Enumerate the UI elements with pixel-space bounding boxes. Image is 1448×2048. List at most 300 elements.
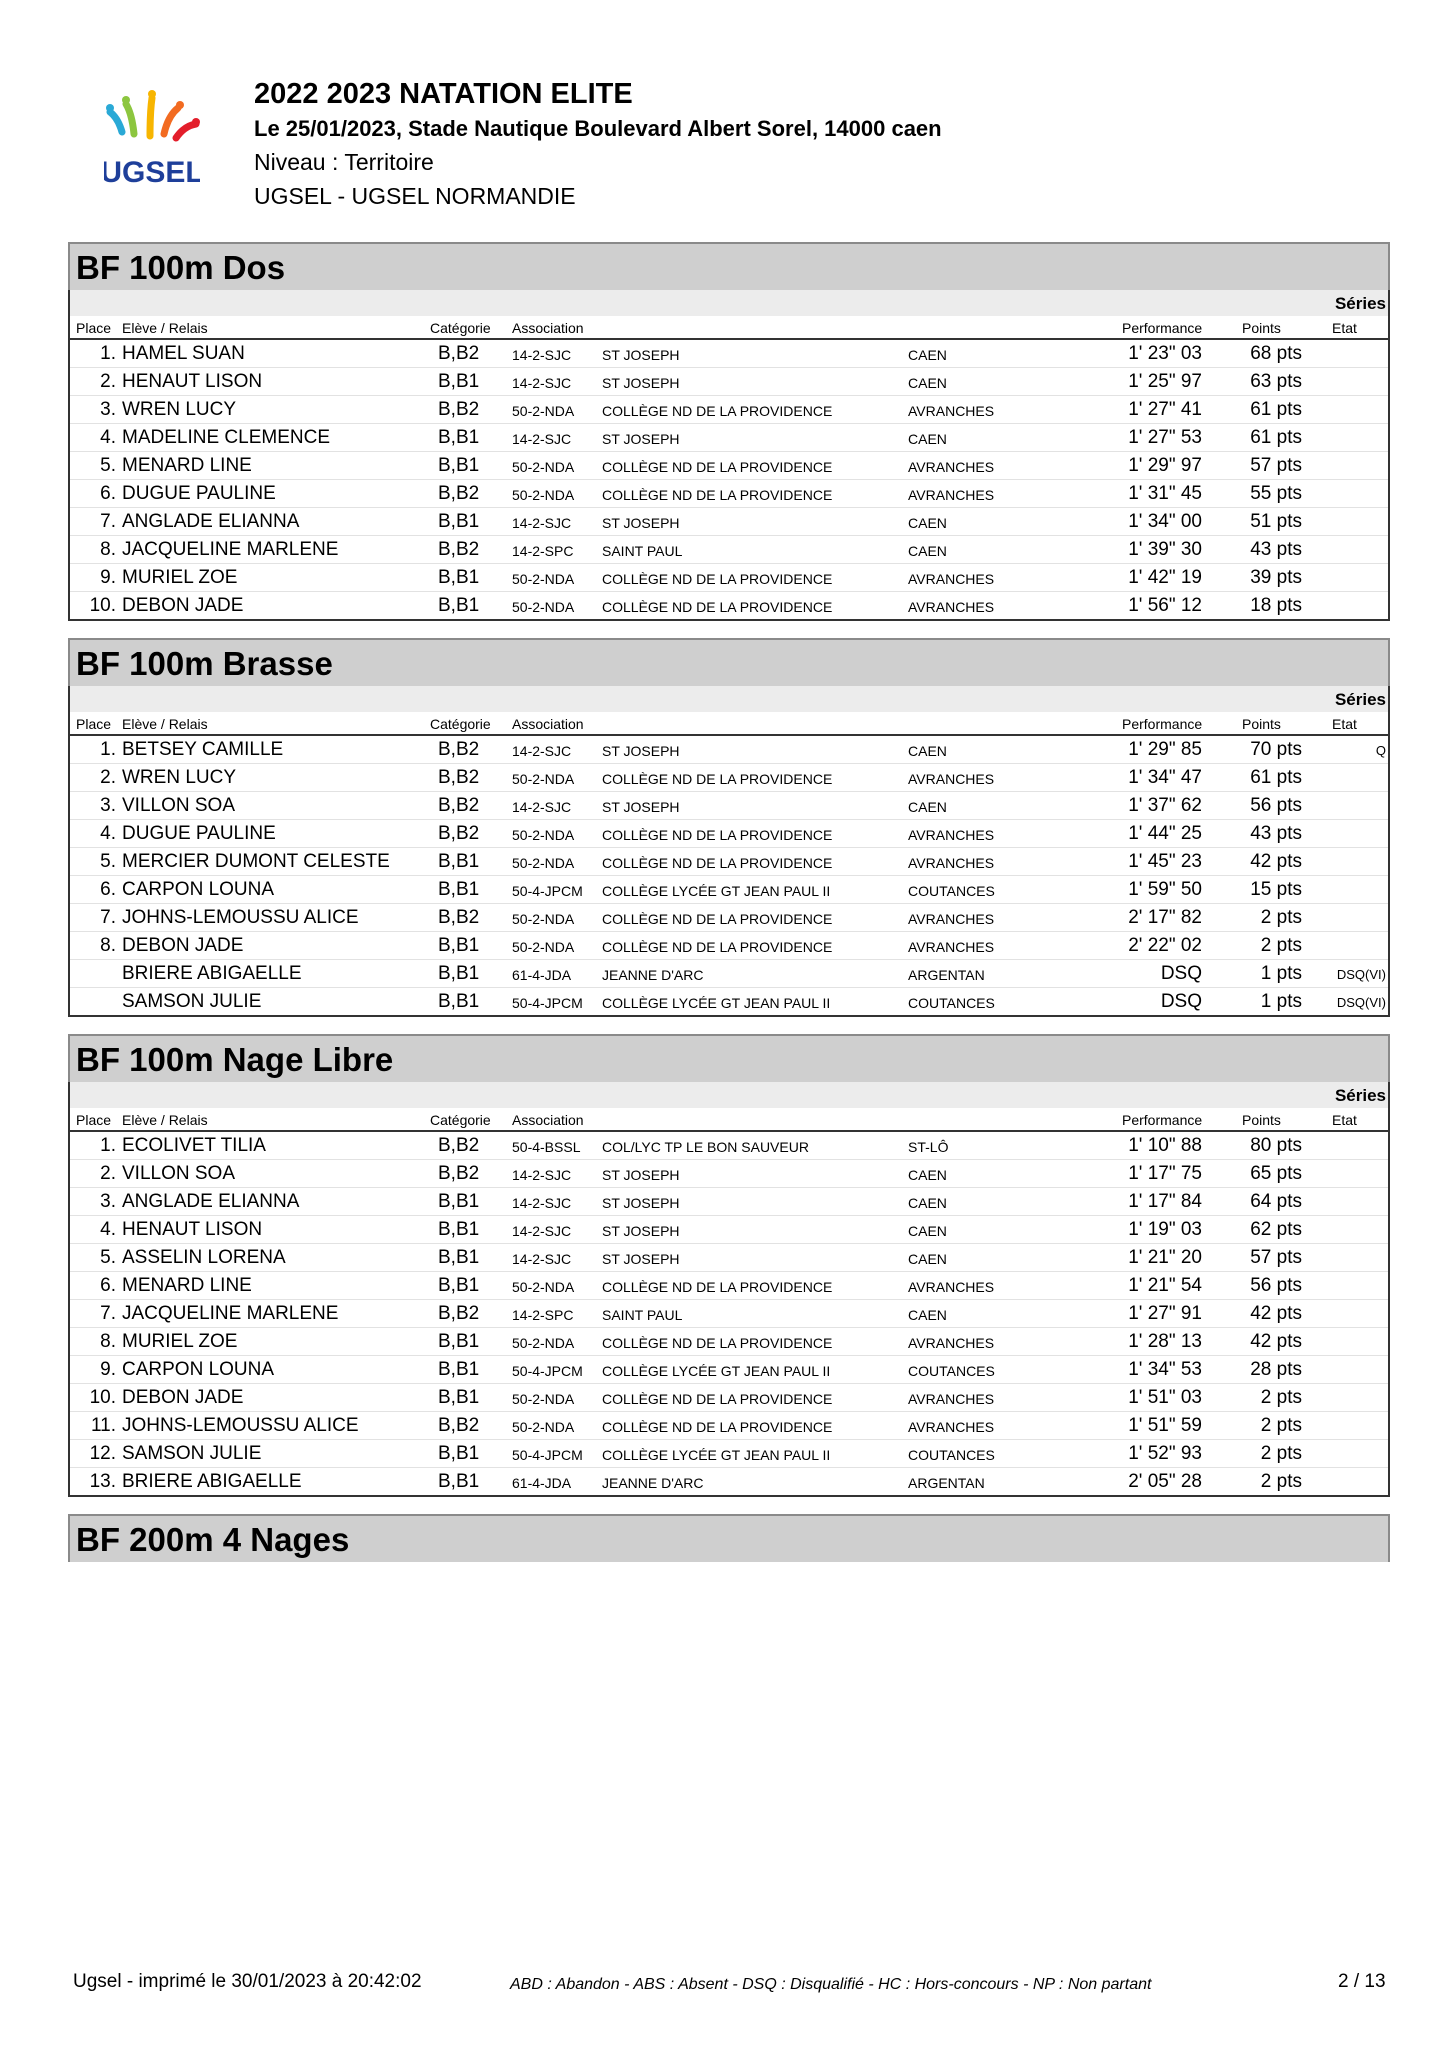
name-cell: JOHNS-LEMOUSSU ALICE xyxy=(122,907,359,928)
event-details: Le 25/01/2023, Stade Nautique Boulevard Albert Sorel, 14000 caen xyxy=(254,116,942,141)
association-code-cell: 14-2-SJC xyxy=(512,375,572,391)
school-cell: COLLÈGE ND DE LA PROVIDENCE xyxy=(602,1279,833,1295)
name-cell: DEBON JADE xyxy=(122,935,244,956)
city-cell: AVRANCHES xyxy=(908,911,995,927)
col-performance: Performance xyxy=(1122,1112,1203,1128)
performance-cell: 2' 17" 82 xyxy=(1128,907,1202,928)
col-performance: Performance xyxy=(1122,716,1203,732)
section-title: BF 200m 4 Nages xyxy=(68,1514,1390,1562)
name-cell: DUGUE PAULINE xyxy=(122,483,276,504)
col-place: Place xyxy=(76,1112,112,1128)
points-cell: 80 pts xyxy=(1250,1135,1302,1156)
col-association: Association xyxy=(512,716,584,732)
name-cell: VILLON SOA xyxy=(122,1163,235,1184)
performance-cell: DSQ xyxy=(1160,963,1202,984)
place-cell: 8. xyxy=(100,1331,116,1352)
category-cell: B,B1 xyxy=(438,1443,480,1464)
association-code-cell: 50-4-JPCM xyxy=(512,1363,583,1379)
name-cell: ASSELIN LORENA xyxy=(122,1247,286,1268)
category-cell: B,B1 xyxy=(438,935,480,956)
performance-cell: 1' 52" 93 xyxy=(1128,1443,1202,1464)
table-row xyxy=(70,904,1388,932)
association-code-cell: 50-2-NDA xyxy=(512,1335,575,1351)
city-cell: CAEN xyxy=(908,1307,947,1323)
points-cell: 57 pts xyxy=(1250,455,1302,476)
city-cell: CAEN xyxy=(908,799,947,815)
col-place: Place xyxy=(76,716,112,732)
category-cell: B,B1 xyxy=(438,1359,480,1380)
col-points: Points xyxy=(1242,320,1281,336)
place-cell: 5. xyxy=(100,1247,116,1268)
performance-cell: 1' 56" 12 xyxy=(1128,595,1202,616)
table-row xyxy=(70,452,1388,480)
col-eleve: Elève / Relais xyxy=(122,716,208,732)
place-cell: 8. xyxy=(100,935,116,956)
association-code-cell: 14-2-SPC xyxy=(512,1307,574,1323)
category-cell: B,B1 xyxy=(438,851,480,872)
performance-cell: 1' 23" 03 xyxy=(1128,343,1202,364)
city-cell: CAEN xyxy=(908,347,947,363)
category-cell: B,B2 xyxy=(438,1135,480,1156)
table-row xyxy=(70,1188,1388,1216)
performance-cell: 1' 29" 85 xyxy=(1128,739,1202,760)
points-cell: 70 pts xyxy=(1250,739,1302,760)
col-association: Association xyxy=(512,1112,584,1128)
category-cell: B,B2 xyxy=(438,539,480,560)
table-row xyxy=(70,564,1388,592)
school-cell: COLLÈGE LYCÉE GT JEAN PAUL II xyxy=(602,995,831,1011)
association-code-cell: 50-4-BSSL xyxy=(512,1139,581,1155)
city-cell: AVRANCHES xyxy=(908,571,995,587)
name-cell: MERCIER DUMONT CELESTE xyxy=(122,851,390,872)
category-cell: B,B1 xyxy=(438,371,480,392)
table-row xyxy=(70,480,1388,508)
performance-cell: 1' 27" 91 xyxy=(1128,1303,1202,1324)
category-cell: B,B2 xyxy=(438,343,480,364)
etat-cell: DSQ(VI) xyxy=(1336,967,1386,982)
points-cell: 28 pts xyxy=(1250,1359,1302,1380)
col-eleve: Elève / Relais xyxy=(122,320,208,336)
name-cell: MENARD LINE xyxy=(122,455,252,476)
school-cell: ST JOSEPH xyxy=(602,347,680,363)
category-cell: B,B1 xyxy=(438,595,480,616)
place-cell: 2. xyxy=(100,767,116,788)
city-cell: ARGENTAN xyxy=(908,967,985,983)
name-cell: BRIERE ABIGAELLE xyxy=(122,963,302,984)
section-bf-100m-nage-libre xyxy=(68,1034,1390,1497)
association-code-cell: 14-2-SJC xyxy=(512,1195,572,1211)
series-label: Séries xyxy=(70,1082,1388,1108)
points-cell: 68 pts xyxy=(1250,343,1302,364)
school-cell: JEANNE D'ARC xyxy=(602,967,704,983)
association-code-cell: 50-4-JPCM xyxy=(512,883,583,899)
place-cell: 2. xyxy=(100,1163,116,1184)
points-cell: 61 pts xyxy=(1250,767,1302,788)
points-cell: 15 pts xyxy=(1250,879,1302,900)
school-cell: JEANNE D'ARC xyxy=(602,1475,704,1491)
col-performance: Performance xyxy=(1122,320,1203,336)
place-cell: 7. xyxy=(100,1303,116,1324)
col-categorie: Catégorie xyxy=(430,716,491,732)
name-cell: ANGLADE ELIANNA xyxy=(122,1191,300,1212)
association-code-cell: 50-2-NDA xyxy=(512,855,575,871)
table-row xyxy=(70,1384,1388,1412)
performance-cell: 2' 05" 28 xyxy=(1128,1471,1202,1492)
place-cell: 7. xyxy=(100,511,116,532)
place-cell: 6. xyxy=(100,1275,116,1296)
place-cell: 8. xyxy=(100,539,116,560)
points-cell: 63 pts xyxy=(1250,371,1302,392)
name-cell: WREN LUCY xyxy=(122,399,237,420)
points-cell: 42 pts xyxy=(1250,851,1302,872)
school-cell: COLLÈGE ND DE LA PROVIDENCE xyxy=(602,403,833,419)
points-cell: 64 pts xyxy=(1250,1191,1302,1212)
table-row xyxy=(70,1328,1388,1356)
school-cell: ST JOSEPH xyxy=(602,375,680,391)
table-row xyxy=(70,340,1388,368)
performance-cell: 1' 39" 30 xyxy=(1128,539,1202,560)
performance-cell: 1' 59" 50 xyxy=(1128,879,1202,900)
city-cell: AVRANCHES xyxy=(908,827,995,843)
association-code-cell: 14-2-SJC xyxy=(512,1167,572,1183)
name-cell: MURIEL ZOE xyxy=(122,1331,238,1352)
points-cell: 39 pts xyxy=(1250,567,1302,588)
table-row xyxy=(70,1412,1388,1440)
name-cell: HENAUT LISON xyxy=(122,1219,263,1240)
name-cell: MADELINE CLEMENCE xyxy=(122,427,330,448)
city-cell: AVRANCHES xyxy=(908,403,995,419)
category-cell: B,B2 xyxy=(438,1415,480,1436)
school-cell: COLLÈGE LYCÉE GT JEAN PAUL II xyxy=(602,1447,831,1463)
place-cell: 13. xyxy=(89,1471,116,1492)
points-cell: 2 pts xyxy=(1260,1471,1302,1492)
association-code-cell: 14-2-SJC xyxy=(512,1251,572,1267)
etat-cell: Q xyxy=(1375,743,1386,758)
place-cell: 3. xyxy=(100,795,116,816)
city-cell: CAEN xyxy=(908,543,947,559)
points-cell: 2 pts xyxy=(1260,935,1302,956)
city-cell: CAEN xyxy=(908,431,947,447)
column-headers xyxy=(70,316,1388,340)
association-code-cell: 50-2-NDA xyxy=(512,1419,575,1435)
category-cell: B,B1 xyxy=(438,427,480,448)
place-cell: 1. xyxy=(100,1135,116,1156)
name-cell: HENAUT LISON xyxy=(122,371,263,392)
name-cell: MURIEL ZOE xyxy=(122,567,238,588)
col-etat: Etat xyxy=(1332,716,1357,732)
city-cell: AVRANCHES xyxy=(908,487,995,503)
points-cell: 61 pts xyxy=(1250,399,1302,420)
table-row xyxy=(70,960,1388,988)
city-cell: ST-LÔ xyxy=(908,1139,949,1155)
name-cell: VILLON SOA xyxy=(122,795,235,816)
section-bf-200m-4-nages xyxy=(68,1514,1390,1562)
etat-cell: DSQ(VI) xyxy=(1336,995,1386,1010)
school-cell: SAINT PAUL xyxy=(602,1307,683,1323)
series-label: Séries xyxy=(70,290,1388,316)
category-cell: B,B2 xyxy=(438,1303,480,1324)
performance-cell: 1' 10" 88 xyxy=(1128,1135,1202,1156)
points-cell: 56 pts xyxy=(1250,795,1302,816)
performance-cell: 1' 27" 53 xyxy=(1128,427,1202,448)
name-cell: CARPON LOUNA xyxy=(122,1359,275,1380)
performance-cell: 1' 45" 23 xyxy=(1128,851,1202,872)
place-cell: 5. xyxy=(100,851,116,872)
category-cell: B,B1 xyxy=(438,1387,480,1408)
category-cell: B,B2 xyxy=(438,739,480,760)
column-headers xyxy=(70,1108,1388,1132)
school-cell: COLLÈGE LYCÉE GT JEAN PAUL II xyxy=(602,883,831,899)
performance-cell: 1' 51" 59 xyxy=(1128,1415,1202,1436)
points-cell: 55 pts xyxy=(1250,483,1302,504)
performance-cell: 1' 51" 03 xyxy=(1128,1387,1202,1408)
city-cell: COUTANCES xyxy=(908,1363,995,1379)
table-row xyxy=(70,764,1388,792)
name-cell: DEBON JADE xyxy=(122,1387,244,1408)
table-row xyxy=(70,592,1388,619)
city-cell: AVRANCHES xyxy=(908,1419,995,1435)
col-points: Points xyxy=(1242,716,1281,732)
name-cell: CARPON LOUNA xyxy=(122,879,275,900)
performance-cell: 1' 21" 54 xyxy=(1128,1275,1202,1296)
school-cell: COLLÈGE ND DE LA PROVIDENCE xyxy=(602,599,833,615)
association-code-cell: 14-2-SPC xyxy=(512,543,574,559)
points-cell: 1 pts xyxy=(1260,991,1302,1012)
city-cell: AVRANCHES xyxy=(908,855,995,871)
association-code-cell: 61-4-JDA xyxy=(512,1475,572,1491)
points-cell: 2 pts xyxy=(1260,1443,1302,1464)
place-cell: 4. xyxy=(100,1219,116,1240)
city-cell: AVRANCHES xyxy=(908,771,995,787)
performance-cell: 1' 28" 13 xyxy=(1128,1331,1202,1352)
table-row xyxy=(70,1160,1388,1188)
city-cell: AVRANCHES xyxy=(908,459,995,475)
school-cell: COLLÈGE ND DE LA PROVIDENCE xyxy=(602,1335,833,1351)
section-bf-100m-brasse xyxy=(68,638,1390,1017)
school-cell: COL/LYC TP LE BON SAUVEUR xyxy=(602,1139,809,1155)
name-cell: DEBON JADE xyxy=(122,595,244,616)
place-cell: 3. xyxy=(100,1191,116,1212)
section-bf-100m-dos xyxy=(68,242,1390,621)
place-cell: 6. xyxy=(100,879,116,900)
city-cell: AVRANCHES xyxy=(908,1391,995,1407)
page-number: 2 / 13 xyxy=(1338,1971,1386,1992)
table-row xyxy=(70,424,1388,452)
section-title: BF 100m Nage Libre xyxy=(68,1034,1390,1082)
performance-cell: 1' 37" 62 xyxy=(1128,795,1202,816)
name-cell: ECOLIVET TILIA xyxy=(122,1135,266,1156)
table-row xyxy=(70,368,1388,396)
category-cell: B,B1 xyxy=(438,1331,480,1352)
association-code-cell: 50-2-NDA xyxy=(512,827,575,843)
performance-cell: 1' 17" 84 xyxy=(1128,1191,1202,1212)
page-title: 2022 2023 NATATION ELITE xyxy=(254,78,633,110)
school-cell: COLLÈGE LYCÉE GT JEAN PAUL II xyxy=(602,1363,831,1379)
table-row xyxy=(70,1468,1388,1495)
category-cell: B,B1 xyxy=(438,1191,480,1212)
points-cell: 42 pts xyxy=(1250,1303,1302,1324)
points-cell: 43 pts xyxy=(1250,539,1302,560)
table-row xyxy=(70,1356,1388,1384)
place-cell: 1. xyxy=(100,739,116,760)
points-cell: 2 pts xyxy=(1260,1387,1302,1408)
performance-cell: 1' 19" 03 xyxy=(1128,1219,1202,1240)
city-cell: CAEN xyxy=(908,1223,947,1239)
category-cell: B,B1 xyxy=(438,879,480,900)
place-cell: 1. xyxy=(100,343,116,364)
name-cell: JACQUELINE MARLENE xyxy=(122,1303,339,1324)
col-points: Points xyxy=(1242,1112,1281,1128)
table-row xyxy=(70,1300,1388,1328)
name-cell: BETSEY CAMILLE xyxy=(122,739,284,760)
association-code-cell: 50-2-NDA xyxy=(512,403,575,419)
performance-cell: 1' 21" 20 xyxy=(1128,1247,1202,1268)
performance-cell: 1' 31" 45 xyxy=(1128,483,1202,504)
association-code-cell: 50-2-NDA xyxy=(512,771,575,787)
name-cell: BRIERE ABIGAELLE xyxy=(122,1471,302,1492)
col-etat: Etat xyxy=(1332,1112,1357,1128)
points-cell: 43 pts xyxy=(1250,823,1302,844)
category-cell: B,B2 xyxy=(438,823,480,844)
rows xyxy=(70,736,1388,1015)
name-cell: MENARD LINE xyxy=(122,1275,252,1296)
association-code-cell: 50-2-NDA xyxy=(512,599,575,615)
association-code-cell: 14-2-SJC xyxy=(512,1223,572,1239)
performance-cell: 1' 27" 41 xyxy=(1128,399,1202,420)
association-code-cell: 50-4-JPCM xyxy=(512,995,583,1011)
city-cell: CAEN xyxy=(908,1195,947,1211)
performance-cell: 1' 34" 47 xyxy=(1128,767,1202,788)
school-cell: ST JOSEPH xyxy=(602,799,680,815)
category-cell: B,B1 xyxy=(438,991,480,1012)
points-cell: 2 pts xyxy=(1260,907,1302,928)
city-cell: AVRANCHES xyxy=(908,1335,995,1351)
legend: ABD : Abandon - ABS : Absent - DSQ : Disqualifié - HC : Hors-concours - NP : Non partant xyxy=(510,1976,1152,1993)
table-row xyxy=(70,1440,1388,1468)
place-cell: 12. xyxy=(89,1443,116,1464)
school-cell: ST JOSEPH xyxy=(602,515,680,531)
results-table xyxy=(68,290,1390,621)
section-title: BF 100m Dos xyxy=(68,242,1390,290)
category-cell: B,B2 xyxy=(438,767,480,788)
place-cell: 4. xyxy=(100,823,116,844)
city-cell: CAEN xyxy=(908,515,947,531)
association-code-cell: 14-2-SJC xyxy=(512,799,572,815)
points-cell: 18 pts xyxy=(1250,595,1302,616)
school-cell: COLLÈGE ND DE LA PROVIDENCE xyxy=(602,1419,833,1435)
association-code-cell: 14-2-SJC xyxy=(512,515,572,531)
school-cell: SAINT PAUL xyxy=(602,543,683,559)
association-code-cell: 61-4-JDA xyxy=(512,967,572,983)
category-cell: B,B1 xyxy=(438,1219,480,1240)
table-row xyxy=(70,820,1388,848)
school-cell: ST JOSEPH xyxy=(602,1167,680,1183)
school-cell: COLLÈGE ND DE LA PROVIDENCE xyxy=(602,827,833,843)
name-cell: JACQUELINE MARLENE xyxy=(122,539,339,560)
school-cell: COLLÈGE ND DE LA PROVIDENCE xyxy=(602,855,833,871)
table-row xyxy=(70,1132,1388,1160)
place-cell: 4. xyxy=(100,427,116,448)
city-cell: AVRANCHES xyxy=(908,939,995,955)
category-cell: B,B2 xyxy=(438,399,480,420)
city-cell: CAEN xyxy=(908,1251,947,1267)
place-cell: 10. xyxy=(89,1387,116,1408)
points-cell: 1 pts xyxy=(1260,963,1302,984)
table-row xyxy=(70,1272,1388,1300)
section-title: BF 100m Brasse xyxy=(68,638,1390,686)
place-cell: 6. xyxy=(100,483,116,504)
city-cell: ARGENTAN xyxy=(908,1475,985,1491)
association-code-cell: 50-2-NDA xyxy=(512,911,575,927)
city-cell: COUTANCES xyxy=(908,995,995,1011)
points-cell: 57 pts xyxy=(1250,1247,1302,1268)
association-code-cell: 50-4-JPCM xyxy=(512,1447,583,1463)
col-categorie: Catégorie xyxy=(430,320,491,336)
category-cell: B,B1 xyxy=(438,1275,480,1296)
category-cell: B,B1 xyxy=(438,963,480,984)
association-code-cell: 14-2-SJC xyxy=(512,743,572,759)
table-row xyxy=(70,536,1388,564)
name-cell: JOHNS-LEMOUSSU ALICE xyxy=(122,1415,359,1436)
city-cell: CAEN xyxy=(908,743,947,759)
school-cell: COLLÈGE ND DE LA PROVIDENCE xyxy=(602,1391,833,1407)
school-cell: ST JOSEPH xyxy=(602,743,680,759)
level: Niveau : Territoire xyxy=(254,149,434,175)
performance-cell: 1' 17" 75 xyxy=(1128,1163,1202,1184)
table-row xyxy=(70,508,1388,536)
category-cell: B,B1 xyxy=(438,1471,480,1492)
place-cell: 3. xyxy=(100,399,116,420)
association-code-cell: 14-2-SJC xyxy=(512,347,572,363)
name-cell: WREN LUCY xyxy=(122,767,237,788)
performance-cell: 1' 34" 53 xyxy=(1128,1359,1202,1380)
school-cell: COLLÈGE ND DE LA PROVIDENCE xyxy=(602,911,833,927)
school-cell: ST JOSEPH xyxy=(602,431,680,447)
col-categorie: Catégorie xyxy=(430,1112,491,1128)
name-cell: DUGUE PAULINE xyxy=(122,823,276,844)
points-cell: 42 pts xyxy=(1250,1331,1302,1352)
place-cell: 11. xyxy=(90,1415,116,1436)
city-cell: COUTANCES xyxy=(908,1447,995,1463)
city-cell: CAEN xyxy=(908,375,947,391)
col-place: Place xyxy=(76,320,112,336)
rows xyxy=(70,1132,1388,1495)
ugsel-logo xyxy=(104,74,200,216)
performance-cell: 2' 22" 02 xyxy=(1128,935,1202,956)
association-code-cell: 14-2-SJC xyxy=(512,431,572,447)
col-etat: Etat xyxy=(1332,320,1357,336)
school-cell: COLLÈGE ND DE LA PROVIDENCE xyxy=(602,459,833,475)
city-cell: AVRANCHES xyxy=(908,1279,995,1295)
table-row xyxy=(70,932,1388,960)
school-cell: ST JOSEPH xyxy=(602,1251,680,1267)
col-eleve: Elève / Relais xyxy=(122,1112,208,1128)
points-cell: 61 pts xyxy=(1250,427,1302,448)
association-code-cell: 50-2-NDA xyxy=(512,1279,575,1295)
table-row xyxy=(70,1244,1388,1272)
category-cell: B,B1 xyxy=(438,1247,480,1268)
place-cell: 9. xyxy=(100,1359,116,1380)
performance-cell: 1' 29" 97 xyxy=(1128,455,1202,476)
table-row xyxy=(70,736,1388,764)
name-cell: SAMSON JULIE xyxy=(122,1443,262,1464)
performance-cell: 1' 44" 25 xyxy=(1128,823,1202,844)
results-table xyxy=(68,686,1390,1017)
city-cell: COUTANCES xyxy=(908,883,995,899)
performance-cell: 1' 34" 00 xyxy=(1128,511,1202,532)
place-cell: 7. xyxy=(100,907,116,928)
school-cell: COLLÈGE ND DE LA PROVIDENCE xyxy=(602,771,833,787)
